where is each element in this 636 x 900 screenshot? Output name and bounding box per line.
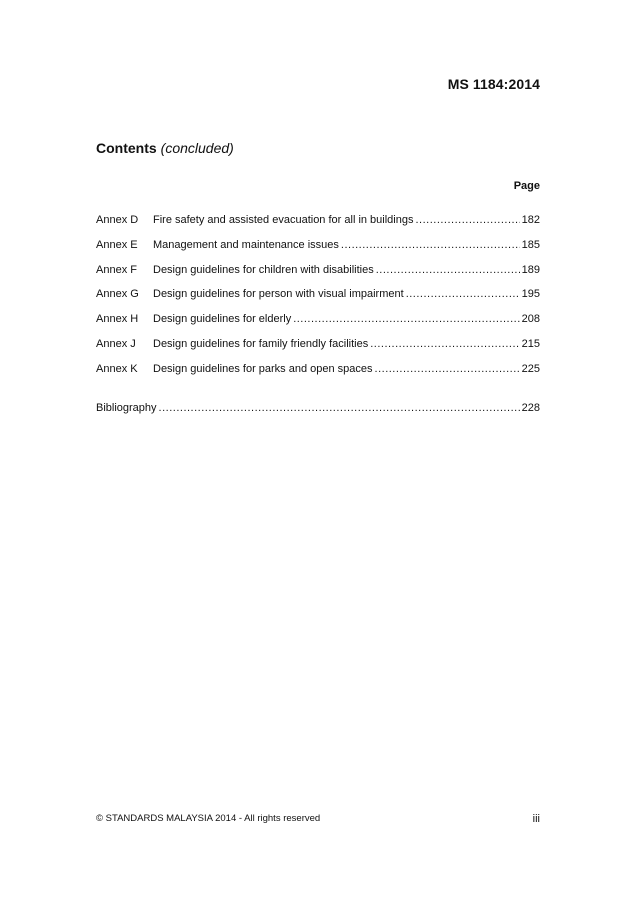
toc-dot-leader bbox=[370, 338, 519, 350]
toc-page-number: 185 bbox=[521, 238, 540, 251]
bibliography-row bbox=[96, 402, 540, 427]
toc-dot-leader bbox=[415, 214, 519, 226]
toc-annex-label: Annex D bbox=[96, 214, 139, 226]
toc-entry-annex-k[interactable] bbox=[96, 363, 540, 388]
toc-entry-title: Design guidelines for elderly bbox=[153, 313, 292, 326]
toc-dot-leader bbox=[406, 288, 520, 300]
toc-page-number: 195 bbox=[521, 288, 540, 301]
toc-page-number: 225 bbox=[521, 362, 540, 375]
bibliography-page-number: 228 bbox=[521, 402, 540, 414]
toc-entry-title: Design guidelines for person with visual impairment bbox=[153, 288, 404, 301]
toc-dot-leader bbox=[376, 264, 520, 276]
contents-heading bbox=[96, 140, 234, 156]
toc-entry-title: Fire safety and assisted evacuation for all in buildings bbox=[153, 214, 414, 226]
toc-dot-leader bbox=[341, 239, 520, 251]
toc-entry-title: Design guidelines for family friendly facilities bbox=[153, 337, 369, 350]
toc-dot-leader bbox=[159, 402, 520, 414]
toc-entry-annex-h[interactable] bbox=[96, 313, 540, 338]
toc-dot-leader bbox=[375, 363, 520, 375]
toc-entry-annex-e[interactable] bbox=[96, 239, 540, 264]
bibliography-title: Bibliography bbox=[96, 402, 157, 414]
copyright-footer: © STANDARDS MALAYSIA 2014 - All rights reserved bbox=[96, 813, 321, 824]
toc-page-number: 182 bbox=[521, 214, 540, 226]
toc-entry-bibliography[interactable] bbox=[96, 402, 540, 427]
toc-entry-annex-f[interactable] bbox=[96, 264, 540, 289]
toc-entry-annex-d[interactable] bbox=[96, 214, 540, 239]
toc-entry-annex-j[interactable] bbox=[96, 338, 540, 363]
toc-entry-title: Management and maintenance issues bbox=[153, 238, 339, 251]
toc-page-number: 215 bbox=[521, 337, 540, 350]
toc-entry-title: Design guidelines for children with disabilities bbox=[153, 263, 374, 276]
toc-dot-leader bbox=[293, 313, 519, 325]
page-column-header: Page bbox=[513, 180, 540, 192]
toc-annex-label: Annex F bbox=[96, 263, 137, 276]
contents-title: Contents bbox=[96, 140, 157, 156]
toc-annex-label: Annex K bbox=[96, 362, 138, 375]
page-number: iii bbox=[532, 813, 540, 825]
table-of-contents bbox=[96, 214, 540, 388]
toc-annex-label: Annex G bbox=[96, 288, 139, 301]
toc-annex-label: Annex H bbox=[96, 313, 139, 326]
toc-annex-label: Annex E bbox=[96, 238, 138, 251]
toc-entry-annex-g[interactable] bbox=[96, 288, 540, 313]
document-identifier: MS 1184:2014 bbox=[447, 76, 540, 92]
contents-subtitle: (concluded) bbox=[160, 140, 234, 156]
toc-annex-label: Annex J bbox=[96, 337, 136, 350]
toc-entry-title: Design guidelines for parks and open spaces bbox=[153, 362, 373, 375]
toc-page-number: 208 bbox=[521, 313, 540, 326]
toc-page-number: 189 bbox=[521, 263, 540, 276]
